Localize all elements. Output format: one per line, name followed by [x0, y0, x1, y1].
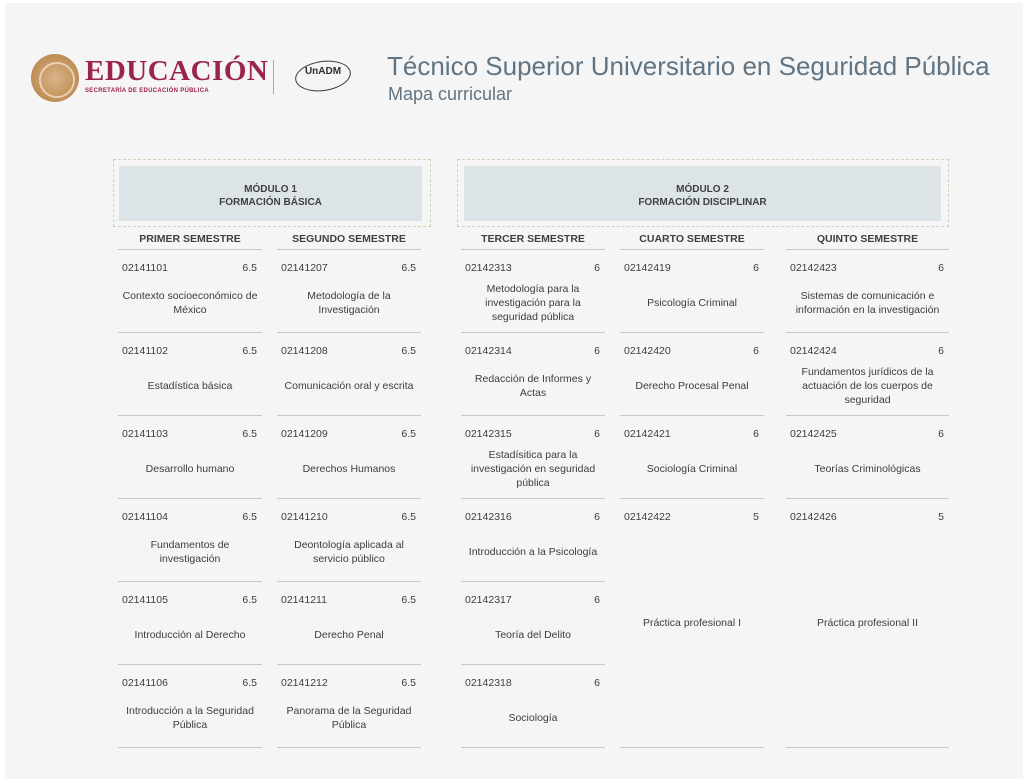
- course-code: 02141209: [281, 428, 328, 440]
- course-02141101: [118, 250, 262, 333]
- course-02142314: [461, 333, 605, 416]
- course-name: Fundamentos jurídicos de la actuación de los cuerpos de seguridad: [801, 365, 934, 406]
- course-code: 02141211: [281, 594, 327, 606]
- course-code: 02142423: [790, 262, 837, 274]
- course-code: 02141207: [281, 262, 328, 274]
- course-02142423: [786, 250, 949, 333]
- sep-logo-text: EDUCACIÓN: [85, 55, 269, 87]
- course-code: 02142419: [624, 262, 671, 274]
- course-code: 02141208: [281, 345, 328, 357]
- sep-logo-subtitle: SECRETARÍA DE EDUCACIÓN PÚBLICA: [85, 88, 209, 94]
- semester-3-title: TERCER SEMESTRE: [461, 232, 605, 250]
- course-code: 02141102: [122, 345, 168, 357]
- course-credits: 6: [594, 511, 600, 523]
- course-code: 02142313: [465, 262, 512, 274]
- semester-2-title: SEGUNDO SEMESTRE: [277, 232, 421, 250]
- sep-seal-icon: [31, 54, 79, 102]
- course-name: Contexto socioeconómico de México: [122, 289, 258, 316]
- course-name: Teorías Criminológicas: [814, 462, 921, 475]
- course-name: Psicología Criminal: [647, 296, 737, 309]
- course-code: 02142318: [465, 677, 512, 689]
- course-credits: 6.5: [242, 345, 257, 357]
- course-code: 02142315: [465, 428, 512, 440]
- course-02142318: [461, 665, 605, 748]
- course-credits: 6: [594, 594, 600, 606]
- course-02141104: [118, 499, 262, 582]
- course-code: 02142316: [465, 511, 512, 523]
- module-1-header: [119, 166, 422, 221]
- course-name: Estadística básica: [147, 379, 233, 392]
- course-name: Redacción de Informes y Actas: [474, 372, 592, 399]
- course-name: Panorama de la Seguridad Pública: [286, 704, 412, 731]
- course-02141106: [118, 665, 262, 748]
- course-name: Desarrollo humano: [145, 462, 235, 475]
- course-credits: 6.5: [242, 262, 257, 274]
- course-credits: 5: [753, 511, 759, 523]
- course-code: 02141103: [122, 428, 168, 440]
- course-code: 02142317: [465, 594, 512, 606]
- semester-4-column: [620, 232, 764, 748]
- course-02142313: [461, 250, 605, 333]
- course-code: 02141210: [281, 511, 328, 523]
- course-02142424: [786, 333, 949, 416]
- program-subtitle: Mapa curricular: [388, 84, 513, 104]
- course-credits: 6: [938, 345, 944, 357]
- semester-2-column: [277, 232, 421, 748]
- course-02141207: [277, 250, 421, 333]
- course-credits: 6.5: [242, 594, 257, 606]
- course-name: Introducción al Derecho: [134, 628, 246, 641]
- course-credits: 6: [753, 428, 759, 440]
- course-name: Fundamentos de investigación: [150, 538, 230, 565]
- module-2-number: MÓDULO 2: [676, 184, 729, 195]
- course-02141210: [277, 499, 421, 582]
- unadm-logo-text: UnADM: [304, 66, 342, 77]
- semester-1-title: PRIMER SEMESTRE: [118, 232, 262, 250]
- course-02142426: [786, 499, 949, 748]
- semester-4-title: CUARTO SEMESTRE: [620, 232, 764, 250]
- course-02142317: [461, 582, 605, 665]
- course-credits: 6: [594, 262, 600, 274]
- course-credits: 6: [753, 262, 759, 274]
- course-code: 02141101: [122, 262, 168, 274]
- course-02141211: [277, 582, 421, 665]
- semester-1-column: [118, 232, 262, 748]
- course-name: Práctica profesional II: [817, 617, 918, 629]
- course-02142422: [620, 499, 764, 748]
- course-code: 02142424: [790, 345, 837, 357]
- course-credits: 6.5: [401, 262, 416, 274]
- module-1-name: FORMACIÓN BÁSICA: [219, 197, 322, 208]
- course-credits: 6: [594, 345, 600, 357]
- course-name: Práctica profesional I: [642, 617, 742, 629]
- course-code: 02142426: [790, 511, 837, 523]
- course-code: 02142421: [624, 428, 671, 440]
- course-code: 02141105: [122, 594, 168, 606]
- semester-3-column: [461, 232, 605, 748]
- semester-5-column: [786, 232, 949, 748]
- course-credits: 5: [938, 511, 944, 523]
- course-02141212: [277, 665, 421, 748]
- course-name: Deontología aplicada al servicio público: [294, 538, 404, 565]
- course-name: Comunicación oral y escrita: [284, 379, 414, 392]
- course-code: 02142420: [624, 345, 671, 357]
- course-credits: 6.5: [242, 677, 257, 689]
- course-name: Introducción a la Psicología: [468, 545, 598, 558]
- course-code: 02142314: [465, 345, 512, 357]
- course-credits: 6: [938, 428, 944, 440]
- course-02142315: [461, 416, 605, 499]
- course-credits: 6.5: [401, 428, 416, 440]
- course-02142425: [786, 416, 949, 499]
- course-name: Derecho Penal: [314, 628, 384, 641]
- course-credits: 6.5: [242, 428, 257, 440]
- course-name: Introducción a la Seguridad Pública: [126, 704, 254, 731]
- module-1-number: MÓDULO 1: [244, 184, 297, 195]
- course-credits: 6: [753, 345, 759, 357]
- unadm-logo: [295, 61, 351, 91]
- course-credits: 6.5: [401, 677, 416, 689]
- course-name: Derechos Humanos: [302, 462, 396, 475]
- module-2-header: [464, 166, 941, 221]
- course-code: 02142422: [624, 511, 671, 523]
- course-02141209: [277, 416, 421, 499]
- course-name: Estadísitica para la investigación en seguridad pública: [470, 448, 596, 489]
- course-code: 02141106: [122, 677, 168, 689]
- course-name: Sociología: [508, 711, 558, 724]
- course-name: Metodología para la investigación para la seguridad pública: [485, 282, 581, 323]
- course-code: 02142425: [790, 428, 837, 440]
- course-02142420: [620, 333, 764, 416]
- curriculum-page: [5, 3, 1023, 779]
- logo-divider: [273, 60, 274, 94]
- course-02142316: [461, 499, 605, 582]
- course-02141208: [277, 333, 421, 416]
- course-02142419: [620, 250, 764, 333]
- course-credits: 6: [594, 428, 600, 440]
- course-name: Sistemas de comunicación e información en la investigación: [795, 289, 940, 316]
- course-credits: 6: [938, 262, 944, 274]
- course-name: Metodología de la Investigación: [307, 289, 391, 316]
- course-name: Teoría del Delito: [495, 628, 571, 641]
- course-02142421: [620, 416, 764, 499]
- course-02141103: [118, 416, 262, 499]
- semester-5-title: QUINTO SEMESTRE: [786, 232, 949, 250]
- course-name: Derecho Procesal Penal: [635, 379, 749, 392]
- course-credits: 6.5: [401, 511, 416, 523]
- course-02141105: [118, 582, 262, 665]
- course-credits: 6.5: [242, 511, 257, 523]
- course-credits: 6: [594, 677, 600, 689]
- course-code: 02141212: [281, 677, 328, 689]
- course-code: 02141104: [122, 511, 168, 523]
- course-02141102: [118, 333, 262, 416]
- course-credits: 6.5: [401, 345, 416, 357]
- module-2-name: FORMACIÓN DISCIPLINAR: [638, 197, 767, 208]
- course-credits: 6.5: [401, 594, 416, 606]
- course-name: Sociología Criminal: [646, 462, 738, 475]
- program-title: Técnico Superior Universitario en Seguridad Pública: [387, 51, 990, 81]
